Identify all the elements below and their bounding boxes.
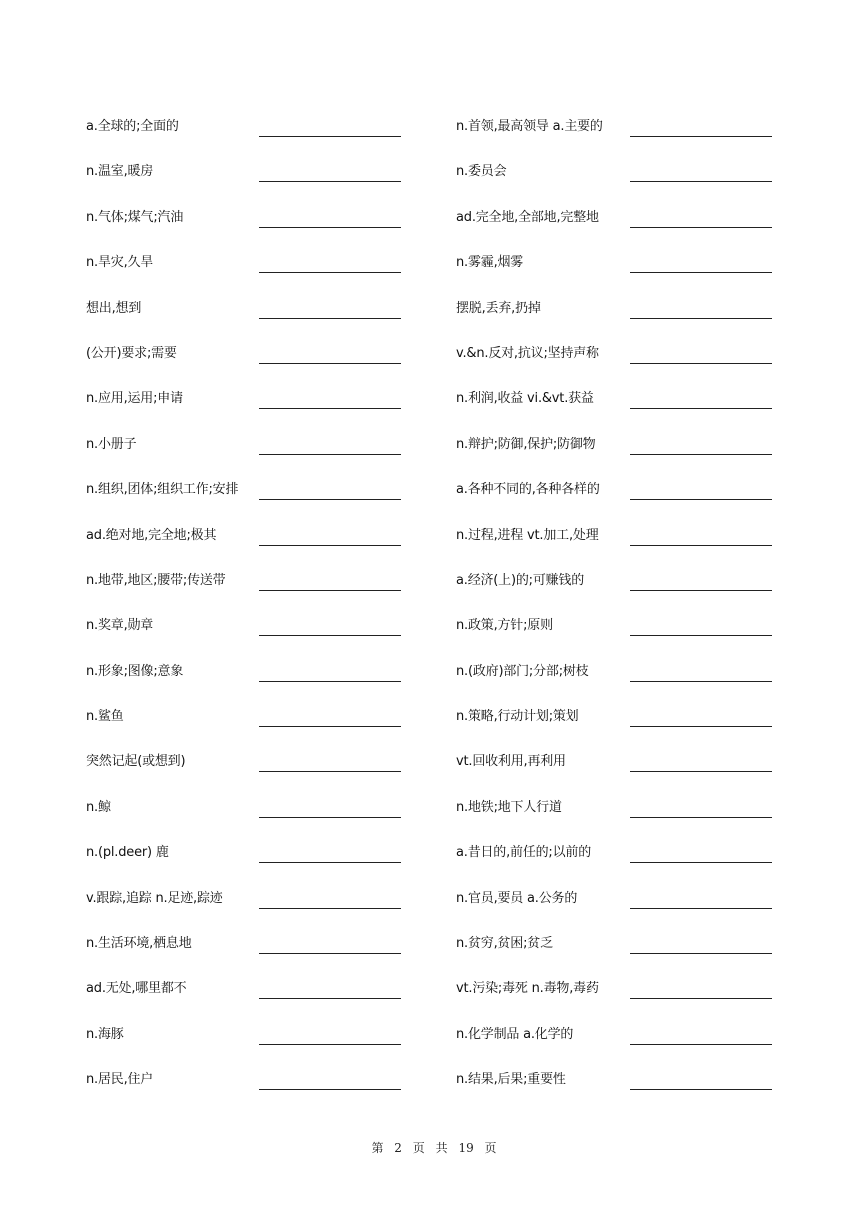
answer-blank-line[interactable] xyxy=(259,136,401,137)
answer-blank-line[interactable] xyxy=(259,318,401,319)
page-footer xyxy=(0,1139,868,1156)
answer-blank-line[interactable] xyxy=(259,681,401,682)
definition-text: n.形象;图像;意象 xyxy=(86,663,184,679)
definition-text: n.(pl.deer) 鹿 xyxy=(86,845,169,861)
answer-blank-line[interactable] xyxy=(259,499,401,500)
definition-text: v.&n.反对,抗议;坚持声称 xyxy=(456,345,599,361)
definition-text: v.跟踪,追踪 n.足迹,踪迹 xyxy=(86,890,223,906)
answer-blank-line[interactable] xyxy=(259,363,401,364)
answer-blank-line[interactable] xyxy=(630,590,772,591)
answer-blank-line[interactable] xyxy=(630,136,772,137)
answer-blank-line[interactable] xyxy=(630,998,772,999)
definition-text: n.官员,要员 a.公务的 xyxy=(456,890,578,906)
definition-text: a.全球的;全面的 xyxy=(86,119,179,134)
worksheet-row xyxy=(0,151,868,196)
definition-text: vt.回收利用,再利用 xyxy=(456,754,566,770)
definition-text: a.昔日的,前任的;以前的 xyxy=(456,845,592,861)
footer-page-word: 页 xyxy=(412,1141,425,1155)
definition-text: n.温室,暖房 xyxy=(86,164,154,180)
footer-total-word: 共 xyxy=(435,1141,448,1155)
answer-blank-line[interactable] xyxy=(630,862,772,863)
answer-blank-line[interactable] xyxy=(259,454,401,455)
answer-blank-line[interactable] xyxy=(630,454,772,455)
definition-text: n.委员会 xyxy=(456,164,507,180)
answer-blank-line[interactable] xyxy=(630,908,772,909)
definition-text: ad.完全地,全部地,完整地 xyxy=(456,209,599,225)
footer-prefix: 第 xyxy=(371,1141,384,1155)
worksheet-row xyxy=(0,968,868,1013)
answer-blank-line[interactable] xyxy=(630,681,772,682)
worksheet-row xyxy=(0,741,868,786)
worksheet-row xyxy=(0,878,868,923)
answer-blank-line[interactable] xyxy=(259,862,401,863)
definition-text: n.鲨鱼 xyxy=(86,709,124,725)
worksheet-row xyxy=(0,923,868,968)
answer-blank-line[interactable] xyxy=(630,181,772,182)
answer-blank-line[interactable] xyxy=(259,1089,401,1090)
footer-current-page: 2 xyxy=(394,1141,402,1155)
answer-blank-line[interactable] xyxy=(630,726,772,727)
definition-text: n.结果,后果;重要性 xyxy=(456,1072,566,1088)
worksheet-row xyxy=(0,333,868,378)
answer-blank-line[interactable] xyxy=(630,545,772,546)
answer-blank-line[interactable] xyxy=(259,1044,401,1045)
definition-text: n.政策,方针;原则 xyxy=(456,618,553,634)
worksheet-row xyxy=(0,424,868,469)
definition-text: n.气体;煤气;汽油 xyxy=(86,209,184,225)
answer-blank-line[interactable] xyxy=(630,227,772,228)
worksheet-row xyxy=(0,197,868,242)
answer-blank-line[interactable] xyxy=(630,635,772,636)
worksheet-row xyxy=(0,378,868,423)
worksheet-row xyxy=(0,469,868,514)
definition-text: n.利润,收益 vi.&vt.获益 xyxy=(456,391,594,407)
definition-text: n.小册子 xyxy=(86,436,137,452)
definition-text: 想出,想到 xyxy=(86,300,142,316)
answer-blank-line[interactable] xyxy=(259,590,401,591)
worksheet-row xyxy=(0,288,868,333)
answer-blank-line[interactable] xyxy=(630,363,772,364)
answer-blank-line[interactable] xyxy=(630,1044,772,1045)
definition-text: n.鲸 xyxy=(86,799,111,815)
worksheet-row xyxy=(0,605,868,650)
footer-total-pages: 19 xyxy=(458,1141,474,1155)
definition-text: 摆脱,丢弃,扔掉 xyxy=(456,300,541,316)
worksheet-row xyxy=(0,106,868,151)
definition-text: n.奖章,勋章 xyxy=(86,618,154,634)
worksheet-row xyxy=(0,832,868,877)
definition-text: vt.污染;毒死 n.毒物,毒药 xyxy=(456,981,599,997)
definition-text: n.贫穷,贫困;贫乏 xyxy=(456,936,553,952)
definition-text: n.地带,地区;腰带;传送带 xyxy=(86,572,226,588)
definition-text: n.地铁;地下人行道 xyxy=(456,799,562,815)
answer-blank-line[interactable] xyxy=(630,953,772,954)
definition-text: n.组织,团体;组织工作;安排 xyxy=(86,482,239,498)
definition-text: 突然记起(或想到) xyxy=(86,754,186,770)
answer-blank-line[interactable] xyxy=(259,635,401,636)
definition-text: n.海豚 xyxy=(86,1026,124,1042)
definition-text: ad.绝对地,完全地;极其 xyxy=(86,527,217,543)
answer-blank-line[interactable] xyxy=(630,1089,772,1090)
answer-blank-line[interactable] xyxy=(259,953,401,954)
worksheet-row xyxy=(0,1014,868,1059)
answer-blank-line[interactable] xyxy=(630,272,772,273)
definition-text: n.居民,住户 xyxy=(86,1072,154,1088)
definition-text: ad.无处,哪里都不 xyxy=(86,981,187,997)
answer-blank-line[interactable] xyxy=(630,408,772,409)
answer-blank-line[interactable] xyxy=(259,408,401,409)
worksheet-row xyxy=(0,560,868,605)
definition-text: n.化学制品 a.化学的 xyxy=(456,1026,574,1042)
answer-blank-line[interactable] xyxy=(259,181,401,182)
worksheet-row xyxy=(0,515,868,560)
definition-text: a.经济(上)的;可赚钱的 xyxy=(456,572,585,588)
definition-text: n.雾霾,烟雾 xyxy=(456,255,524,271)
worksheet-row xyxy=(0,1059,868,1104)
answer-blank-line[interactable] xyxy=(630,817,772,818)
worksheet-row xyxy=(0,696,868,741)
definition-text: (公开)要求;需要 xyxy=(86,345,177,361)
answer-blank-line[interactable] xyxy=(630,771,772,772)
definition-text: n.(政府)部门;分部;树枝 xyxy=(456,663,589,679)
footer-suffix: 页 xyxy=(484,1141,497,1155)
vocabulary-worksheet xyxy=(0,106,868,1105)
answer-blank-line[interactable] xyxy=(259,908,401,909)
answer-blank-line[interactable] xyxy=(259,771,401,772)
worksheet-row xyxy=(0,651,868,696)
definition-text: n.生活环境,栖息地 xyxy=(86,936,192,952)
definition-text: n.过程,进程 vt.加工,处理 xyxy=(456,527,599,543)
answer-blank-line[interactable] xyxy=(259,726,401,727)
answer-blank-line[interactable] xyxy=(630,499,772,500)
definition-text: n.旱灾,久旱 xyxy=(86,255,154,271)
worksheet-row xyxy=(0,787,868,832)
definition-text: n.首领,最高领导 a.主要的 xyxy=(456,119,603,134)
answer-blank-line[interactable] xyxy=(259,998,401,999)
definition-text: a.各种不同的,各种各样的 xyxy=(456,482,600,498)
worksheet-row xyxy=(0,242,868,287)
answer-blank-line[interactable] xyxy=(630,318,772,319)
answer-blank-line[interactable] xyxy=(259,227,401,228)
answer-blank-line[interactable] xyxy=(259,272,401,273)
definition-text: n.应用,运用;申请 xyxy=(86,391,183,407)
definition-text: n.策略,行动计划;策划 xyxy=(456,709,579,725)
definition-text: n.辩护;防御,保护;防御物 xyxy=(456,436,596,452)
answer-blank-line[interactable] xyxy=(259,545,401,546)
answer-blank-line[interactable] xyxy=(259,817,401,818)
